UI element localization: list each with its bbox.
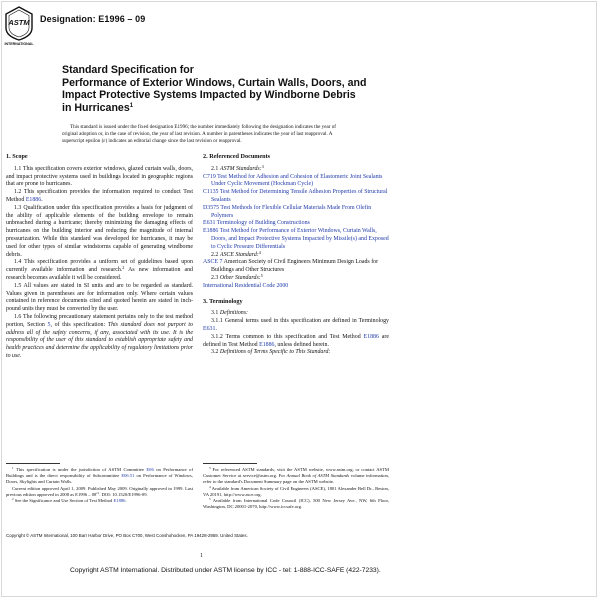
link-e1886[interactable]: E1886 [259, 341, 275, 348]
document-title [62, 64, 542, 114]
link-e1886[interactable]: E1886 [363, 333, 379, 340]
notice-line-3: superscript epsilon (ε) indicates an editorial change since the last revision or reapproval. [62, 138, 242, 144]
footnote-divider [203, 463, 257, 464]
footnote-1-edition: Current edition approved April 1, 2009. Published May 2009. Originally approved in 1999. Last previous edition approved in 2008 as $E1996 - 08^{\varepsilon 1}$. DOI: 10.1520/E1996-09. [6, 485, 193, 497]
left-column [6, 153, 193, 361]
right-column [203, 153, 389, 357]
para-1-2: 1.2 This specification provides the information required to conduct Test Method E1886. [6, 189, 193, 203]
reference-title[interactable]: Test Method for Determining Tensile Adhesion Properties of Structural Sealants [211, 189, 388, 203]
reference-code-link[interactable]: C1135 [203, 189, 219, 196]
title-footnote-mark: 1 [129, 102, 134, 109]
para-1-4: 1.4 This specification provides a uniform set of guidelines based upon currently available information and research.$^2$ As new information and research becomes available it will be considered. [6, 259, 193, 281]
footnote-3: $^3$ For referenced ASTM standards, visit the ASTM website, www.astm.org, or contact ASTM Customer Service at service@astm.org. For Annual Book of ASTM Standards volume information, refer to the standard's Document Summary page on the ASTM website. [203, 466, 389, 485]
link-e1886[interactable]: E1886 [113, 498, 126, 504]
para-1-1: 1.1 This specification covers exterior windows, glazed curtain walls, doors, and impact protective systems used in buildings located in geographic regions that are prone to hurricanes. [6, 165, 193, 188]
link-e06[interactable]: E06 [146, 467, 154, 472]
page-number: 1 [200, 553, 203, 559]
designation: Designation: E1996 – 09 [40, 14, 146, 24]
para-2-3: 2.3 Other Standards:$^5$ [211, 272, 263, 281]
reference-title[interactable]: Test Methods for Flexible Cellular Materials Made From Olefin Polymers [211, 204, 372, 219]
issuance-notice [62, 124, 542, 145]
link-e1886[interactable]: E1886 [25, 196, 42, 203]
logo-label: INTERNATIONAL [4, 42, 34, 46]
terminology-heading: 3. Terminology [203, 297, 243, 305]
reference-item [203, 228, 389, 251]
license-footer: Copyright ASTM International. Distributed under ASTM license by ICC - tel: 1-888-ICC-SAFE (422-7233). [70, 567, 381, 574]
asce-reference: ASCE 7 American Society of Civil Engineers Minimum Design Loads for Buildings and Other Structures [203, 259, 379, 274]
footnotes-left [6, 463, 193, 504]
svg-text:ASTM: ASTM [8, 18, 30, 27]
astm-logo [4, 6, 34, 46]
para-1-6: 1.6 The following precautionary statement pertains only to the test method portion, Section 5, of this specification: This standard does not purport to address all of the safety concerns, if any, associated with its use. It is the responsibility of the user of this standard to establish appropriate safety and health practices and determine the applicability of regulatory limitations prior to use. [6, 313, 193, 359]
para-3-1-1: 3.1.1 General terms used in this specification are defined in Terminology E631. [203, 318, 389, 332]
reference-title[interactable]: Terminology of Building Constructions [215, 220, 310, 227]
link-section-5[interactable]: 5 [47, 321, 51, 328]
reference-code-link[interactable]: C719 [203, 173, 216, 180]
footnotes-right [203, 463, 389, 510]
para-1-3: 1.3 Qualification under this specification provides a basis for judgment of the ability of applicable elements of the building envelope to remain unbreached during a hurricane; thereby minimizing the damaging effects of hurricanes on the building interior and reducing the magnitude of internal pressurization. While this standard was developed for hurricanes, it may be used for other types of similar windstorms capable of generating windborne debris. [6, 204, 193, 258]
title-line-4: in Hurricanes [62, 101, 130, 114]
reference-title[interactable]: Test Method for Adhesion and Cohesion of Elastomeric Joint Sealants Under Cyclic Movement (Hockman Cycle) [211, 173, 383, 188]
copyright-line: Copyright © ASTM International, 100 Barr Harbor Drive, PO Box C700, West Conshohocken, PA 19428-2959. United States. [6, 533, 248, 538]
para-3-1: 3.1 Definitions: [211, 310, 248, 317]
footnote-divider [6, 463, 60, 464]
title-line-1: Standard Specification for [62, 64, 194, 76]
reference-item [203, 220, 389, 228]
footnote-5: $^5$ Available from International Code Council (ICC), 500 New Jersey Ave., NW, 6th Floor, Washington, DC 20001-2070, http://www.iccsafe.org. [203, 497, 389, 510]
astm-reference-list [203, 174, 389, 252]
para-3-2: 3.2 Definitions of Terms Specific to This Standard: [211, 349, 331, 356]
asce7-link[interactable]: ASCE 7 [203, 259, 223, 266]
title-line-2: Performance of Exterior Windows, Curtain Walls, Doors, and [62, 76, 367, 89]
footnote-1: $^1$ This specification is under the jurisdiction of ASTM Committee E06 on Performance of Buildings and is the direct responsibility of Subcommittee E06.51 on Performance of Windows, Doors, Skylights and Curtain Walls. [6, 466, 193, 485]
footnote-2: $^2$ See the Significance and Use Section of Test Method E1886. [12, 497, 127, 504]
link-e631[interactable]: E631 [203, 325, 216, 332]
para-3-1-2: 3.1.2 Terms common to this specification and Test Method E1886 are defined in Test Method E1886, unless defined herein. [203, 333, 389, 348]
para-2-2: 2.2 ASCE Standard:$^4$ [211, 249, 261, 258]
scope-heading: 1. Scope [6, 153, 28, 160]
notice-line-2: original adoption or, in the case of revision, the year of last revision. A number in parentheses indicates the year of last reapproval. A [62, 131, 333, 137]
link-e06-51[interactable]: E06.51 [121, 473, 135, 479]
footnote-4: $^4$ Available from American Society of Civil Engineers (ASCE), 1801 Alexander Bell Dr., Reston, VA 20191, http://www.asce.org. [203, 484, 389, 497]
reference-code-link[interactable]: D3575 [203, 204, 220, 211]
reference-item [203, 174, 389, 190]
referenced-documents-heading: 2. Referenced Documents [203, 153, 271, 160]
reference-item [203, 205, 389, 221]
reference-title[interactable]: Test Method for Performance of Exterior Windows, Curtain Walls, Doors, and Impact Protective Systems Impacted by Missile(s) and Exposed to Cyclic Pressure Differentials [211, 228, 389, 250]
notice-line-1: This standard is issued under the fixed designation E1996; the number immediately following the designation indicates the year of [70, 124, 336, 130]
reference-item [203, 189, 389, 205]
reference-code-link[interactable]: E1886 [203, 228, 219, 235]
para-2-1: 2.1 ASTM Standards:$^3$ [211, 163, 264, 172]
irc-link[interactable]: International Residential Code 2000 [203, 282, 289, 289]
reference-code-link[interactable]: E631 [203, 220, 216, 227]
para-1-5: 1.5 All values are stated in SI units and are to be regarded as standard. Values given in parentheses are for information only. Where certain values contained in reference documents cited and quoted herein are stated in inch-pound units they must be converted by the user. [6, 282, 193, 313]
title-line-3: Impact Protective Systems Impacted by Windborne Debris [62, 89, 356, 102]
